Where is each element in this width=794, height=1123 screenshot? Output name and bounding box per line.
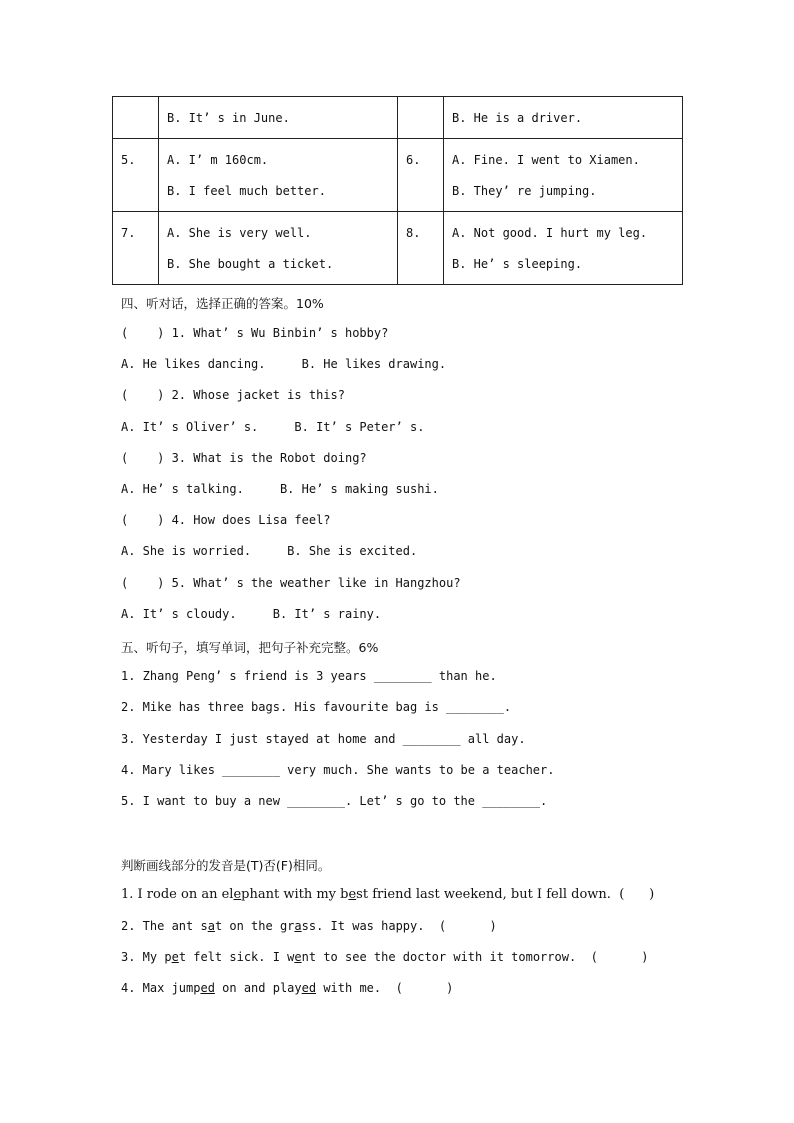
underlined-letters: e (233, 887, 242, 902)
question-item: ( ) 2. Whose jacket is this? (121, 388, 345, 402)
option-a: B. He is a driver. (452, 111, 583, 125)
underlined-letters: e (348, 887, 357, 902)
option-cell (159, 139, 398, 212)
pronunciation-item: 1. I rode on an elephant with my best friend last weekend, but I fell down. ( ) (121, 887, 655, 902)
table-row (113, 97, 683, 139)
option-b: B. She bought a ticket. (167, 257, 334, 271)
section-4-heading: 四、听对话，选择正确的答案。10% (121, 296, 324, 311)
underlined-letters: a (294, 919, 302, 933)
question-item: ( ) 1. What’ s Wu Binbin’ s hobby? (121, 326, 389, 340)
option-b: B. I feel much better. (167, 184, 326, 198)
question-number (113, 97, 159, 139)
option-cell (159, 97, 398, 139)
answer-options: A. He likes dancing. B. He likes drawing. (121, 357, 447, 371)
table-row (113, 139, 683, 212)
question-number: 7. (113, 212, 159, 285)
option-cell (444, 212, 683, 285)
pronunciation-item: 4. Max jumped on and played with me. ( ) (121, 981, 454, 995)
underlined-letters: ed (301, 981, 317, 995)
underlined-letters: e (171, 950, 179, 964)
options-table (112, 96, 683, 285)
option-b: B. He’ s sleeping. (452, 257, 583, 271)
fill-blank-sentence: 1. Zhang Peng’ s friend is 3 years ________ than he. (121, 669, 497, 683)
question-number: 5. (113, 139, 159, 212)
option-a: A. Not good. I hurt my leg. (452, 226, 648, 240)
option-cell (444, 97, 683, 139)
option-a: A. I’ m 160cm. (167, 153, 269, 167)
underlined-letters: ed (200, 981, 215, 995)
question-number: 6. (398, 139, 444, 212)
option-a: A. Fine. I went to Xiamen. (452, 153, 640, 167)
option-a: B. It’ s in June. (167, 111, 290, 125)
pronunciation-item: 3. My pet felt sick. I went to see the doctor with it tomorrow. ( ) (121, 950, 649, 964)
option-cell (444, 139, 683, 212)
pronunciation-item: 2. The ant sat on the grass. It was happy. ( ) (121, 919, 497, 933)
question-number: 8. (398, 212, 444, 285)
answer-options: A. He’ s talking. B. He’ s making sushi. (121, 482, 439, 496)
question-item: ( ) 5. What’ s the weather like in Hangzhou? (121, 576, 461, 590)
question-item: ( ) 4. How does Lisa feel? (121, 513, 331, 527)
answer-options: A. It’ s cloudy. B. It’ s rainy. (121, 607, 382, 621)
option-b: B. They’ re jumping. (452, 184, 597, 198)
section-6-heading: 判断画线部分的发音是(T)否(F)相同。 (121, 858, 331, 873)
option-cell (159, 212, 398, 285)
fill-blank-sentence: 2. Mike has three bags. His favourite bag is ________. (121, 700, 512, 714)
section-5-heading: 五、听句子，填写单词，把句子补充完整。6% (121, 640, 379, 655)
option-a: A. She is very well. (167, 226, 312, 240)
question-item: ( ) 3. What is the Robot doing? (121, 451, 367, 465)
underlined-letters: a (207, 919, 215, 933)
fill-blank-sentence: 3. Yesterday I just stayed at home and ________ all day. (121, 732, 526, 746)
fill-blank-sentence: 4. Mary likes ________ very much. She wants to be a teacher. (121, 763, 555, 777)
table-row (113, 212, 683, 285)
question-number (398, 97, 444, 139)
underlined-letters: e (294, 950, 302, 964)
answer-options: A. It’ s Oliver’ s. B. It’ s Peter’ s. (121, 420, 425, 434)
answer-options: A. She is worried. B. She is excited. (121, 544, 418, 558)
fill-blank-sentence: 5. I want to buy a new ________. Let’ s go to the ________. (121, 794, 548, 808)
